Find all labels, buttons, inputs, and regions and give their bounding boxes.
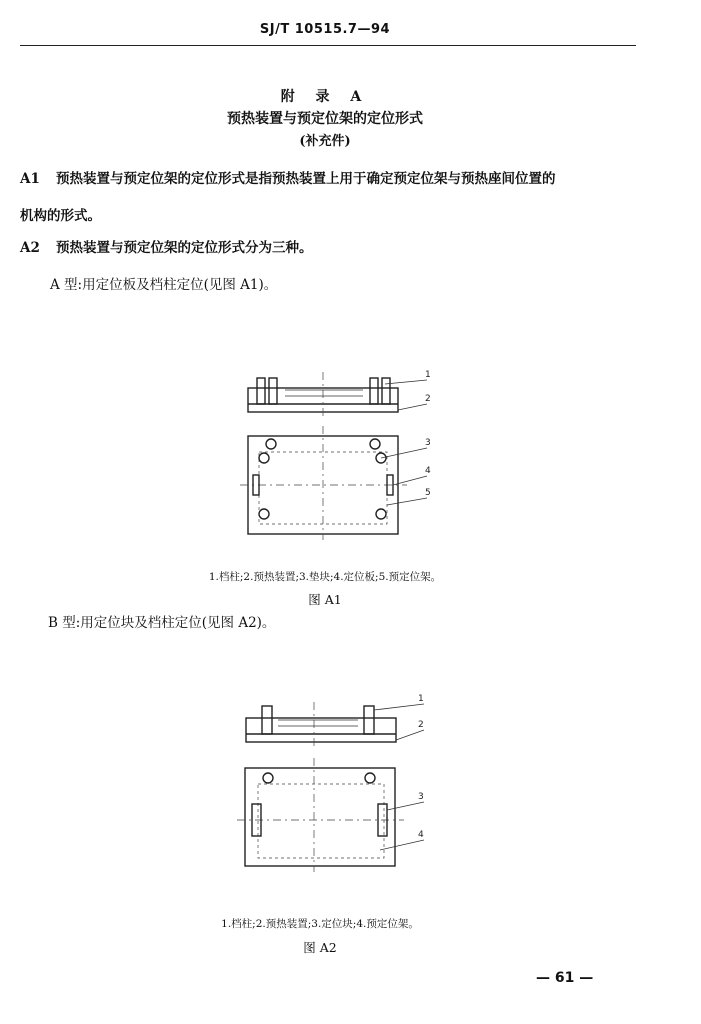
clause-label: A1 (20, 171, 40, 187)
callout-2: 2 (425, 394, 431, 404)
callout-3: 3 (418, 792, 424, 802)
appendix-subtitle: (补充件) (299, 134, 351, 149)
callout-2: 2 (418, 720, 424, 730)
clause-a1 (20, 167, 556, 187)
figure-a2-label: 图 A2 (303, 940, 337, 955)
figure-a1-caption: 1.档柱;2.预热装置;3.垫块;4.定位板;5.预定位架。 (208, 571, 442, 583)
callout-3: 3 (425, 438, 431, 448)
callout-1: 1 (425, 370, 431, 380)
type-a-description: A 型:用定位板及档柱定位(见图 A1)。 (50, 277, 278, 293)
clause-a2 (20, 236, 313, 256)
figure-a1-label: 图 A1 (308, 592, 342, 607)
figure-a1-drawing (235, 360, 455, 545)
figure-a2-drawing (232, 690, 452, 875)
clause-a1-continuation: 机构的形式。 (20, 208, 101, 224)
callout-4: 4 (418, 830, 424, 840)
clause-label: A2 (20, 240, 40, 256)
figure-a1-top-view (240, 426, 407, 540)
page-number: — 61 — (536, 970, 594, 986)
callout-5: 5 (425, 488, 431, 498)
figure-a1-side-view (248, 372, 398, 420)
appendix-title: 预热装置与预定位架的定位形式 (227, 111, 423, 127)
clause-text: 预热装置与预定位架的定位形式分为三种。 (56, 240, 313, 256)
figure-a2-caption: 1.档柱;2.预热装置;3.定位块;4.预定位架。 (221, 918, 419, 930)
clause-text: 预热装置与预定位架的定位形式是指预热装置上用于确定预定位架与预热座间位置的 (56, 171, 556, 187)
figure-a2-side-view (246, 702, 396, 750)
callout-4: 4 (425, 466, 431, 476)
callout-1: 1 (418, 694, 424, 704)
type-b-description: B 型:用定位块及档柱定位(见图 A2)。 (48, 615, 276, 631)
header-rule (20, 45, 636, 46)
appendix-heading: 附 录 A (280, 89, 370, 105)
standard-number-header: SJ/T 10515.7—94 (259, 22, 391, 37)
figure-a2-top-view (237, 758, 404, 872)
